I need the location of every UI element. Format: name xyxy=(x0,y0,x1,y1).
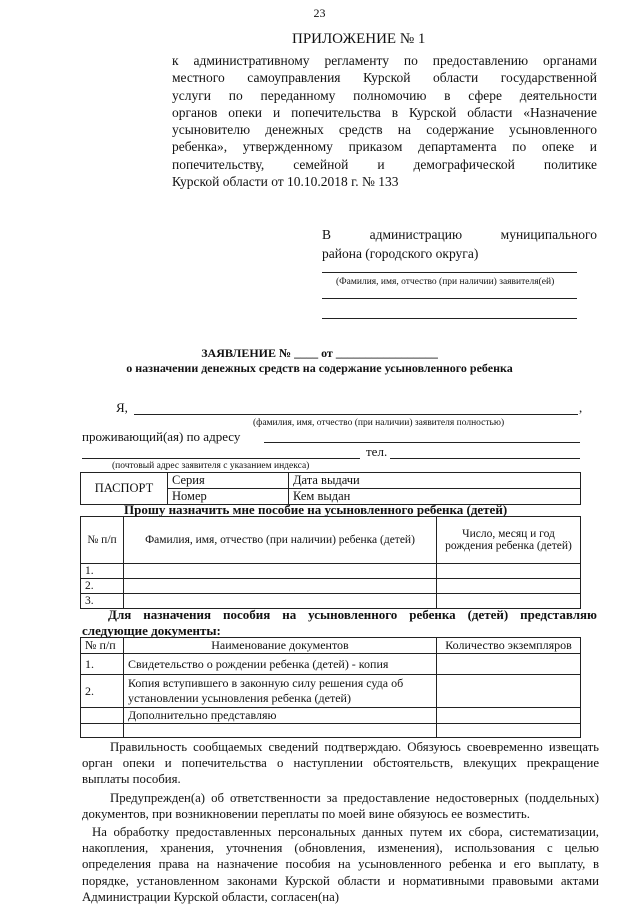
row-number: 1. xyxy=(81,564,124,579)
appendix-line: местного самоуправления Курской области государственной xyxy=(172,70,597,86)
application-subtitle: о назначении денежных средств на содержание усыновленного ребенка xyxy=(126,361,513,375)
paragraph-line: Администрации Курской области, согласен(на) xyxy=(82,889,340,904)
appendix-line: ребенка», утвержденному приказом департамента по опеке и xyxy=(172,139,597,155)
col-header-child-name: Фамилия, имя, отчество (при наличии) ребенка (детей) xyxy=(124,517,437,564)
doc-extra-cell[interactable] xyxy=(124,724,437,738)
row-number: 2. xyxy=(81,579,124,594)
addressee-line: В администрацию муниципального xyxy=(322,227,597,242)
paragraph-line: На обработку предоставленных персональных данных путем их сбора, систематизации, xyxy=(92,825,599,839)
doc-col-header-num: № п/п xyxy=(81,638,124,654)
doc-row-number: 1. xyxy=(81,654,124,675)
doc-row-number xyxy=(81,708,124,724)
child-birth-cell[interactable] xyxy=(437,579,581,594)
doc-count-cell[interactable] xyxy=(437,675,581,708)
child-birth-cell[interactable] xyxy=(437,564,581,579)
paragraph-line: накопления, хранения, уточнения (обновления, изменения), использования с целью xyxy=(82,841,599,856)
doc-name: Свидетельство о рождении ребенка (детей) - копия xyxy=(124,654,437,675)
paragraph-line: Предупрежден(а) об ответственности за предоставление недостоверных (поддельных) xyxy=(110,791,599,805)
col-header-birth-date: Число, месяц и год рождения ребенка (детей) xyxy=(437,517,581,564)
appendix-title: ПРИЛОЖЕНИЕ № 1 xyxy=(292,31,426,47)
passport-series[interactable]: Серия xyxy=(168,473,289,489)
i-label: Я, xyxy=(116,400,128,415)
applicant-line-2[interactable] xyxy=(322,298,577,299)
children-table xyxy=(80,516,581,609)
address-line[interactable] xyxy=(264,442,580,443)
phone-line[interactable] xyxy=(390,458,580,459)
passport-issued-by[interactable]: Кем выдан xyxy=(289,489,581,505)
phone-label: тел. xyxy=(366,444,388,459)
paragraph-warning xyxy=(82,790,599,822)
row-number: 3. xyxy=(81,594,124,609)
col-header-num: № п/п xyxy=(81,517,124,564)
passport-table xyxy=(80,472,581,505)
documents-table xyxy=(80,637,581,738)
documents-heading-line1: Для назначения пособия на усыновленного ребенка (детей) представляю xyxy=(108,607,597,622)
documents-heading-line2: следующие документы: xyxy=(82,623,221,638)
child-name-cell[interactable] xyxy=(124,564,437,579)
paragraph-line: выплаты пособия. xyxy=(82,772,181,787)
doc-name-line: установлении усыновления ребенка (детей) xyxy=(128,691,351,705)
address-caption: (почтовый адрес заявителя с указанием индекса) xyxy=(112,461,310,471)
appendix-description xyxy=(172,52,597,190)
applicant-name-line[interactable] xyxy=(322,272,577,273)
passport-label: ПАСПОРТ xyxy=(81,473,168,505)
children-heading: Прошу назначить мне пособие на усыновленного ребенка (детей) xyxy=(124,502,508,517)
appendix-line: попечительству, семейной и демографической политике xyxy=(172,156,597,172)
paragraph-line: орган опеки и попечительства о наступлении обстоятельств, влекущих прекращение xyxy=(82,756,599,771)
applicant-caption: (Фамилия, имя, отчество (при наличии) заявителя(ей) xyxy=(336,277,555,287)
doc-count-cell[interactable] xyxy=(437,654,581,675)
appendix-line: усыновителю денежных средств на содержание усыновленного xyxy=(172,122,597,138)
appendix-line: услуги по переданному полномочию в сфере деятельности xyxy=(172,87,597,103)
addressee-line: района (городского округа) xyxy=(322,246,479,261)
doc-row-number: 2. xyxy=(81,675,124,708)
name-caption: (фамилия, имя, отчество (при наличии) заявителя полностью) xyxy=(253,418,505,428)
doc-name-line: Копия вступившего в законную силу решения суда об xyxy=(128,676,404,690)
passport-issue-date[interactable]: Дата выдачи xyxy=(289,473,581,489)
doc-col-header-name: Наименование документов xyxy=(124,638,437,654)
doc-col-header-count: Количество экземпляров xyxy=(437,638,581,654)
address-label: проживающий(ая) по адресу xyxy=(82,429,241,444)
paragraph-line: порядке, установленном законами Курской области и нормативными правовыми актами xyxy=(82,873,599,888)
paragraph-line: определения права на назначение пособия на усыновленного ребенка и его выплату, в xyxy=(82,857,599,872)
doc-name[interactable]: Дополнительно представляю xyxy=(124,708,437,724)
appendix-line: органов опеки и попечительства в Курской области «Назначение xyxy=(172,104,597,120)
page-number: 23 xyxy=(313,6,326,20)
paragraph-line: документов, при возникновении переплаты по моей вине обязуюсь ее возместить. xyxy=(82,807,530,822)
doc-name xyxy=(124,675,437,708)
application-title: ЗАЯВЛЕНИЕ № ____ от _________________ xyxy=(201,346,438,360)
addressee-block xyxy=(322,225,597,263)
passport-number[interactable]: Номер xyxy=(168,489,289,505)
paragraph-line: Правильность сообщаемых сведений подтверждаю. Обязуюсь своевременно извещать xyxy=(110,740,599,754)
appendix-line: Курской области от 10.10.2018 г. № 133 xyxy=(172,174,399,190)
doc-count-cell[interactable] xyxy=(437,724,581,738)
doc-count-cell[interactable] xyxy=(437,708,581,724)
appendix-line: к административному регламенту по предоставлению органами xyxy=(172,53,597,68)
applicant-line-3[interactable] xyxy=(322,318,577,319)
paragraph-confirmation xyxy=(82,739,599,788)
paragraph-consent xyxy=(82,824,599,905)
address-line-2[interactable] xyxy=(82,458,360,459)
applicant-fullname-line[interactable] xyxy=(134,414,578,415)
child-name-cell[interactable] xyxy=(124,579,437,594)
